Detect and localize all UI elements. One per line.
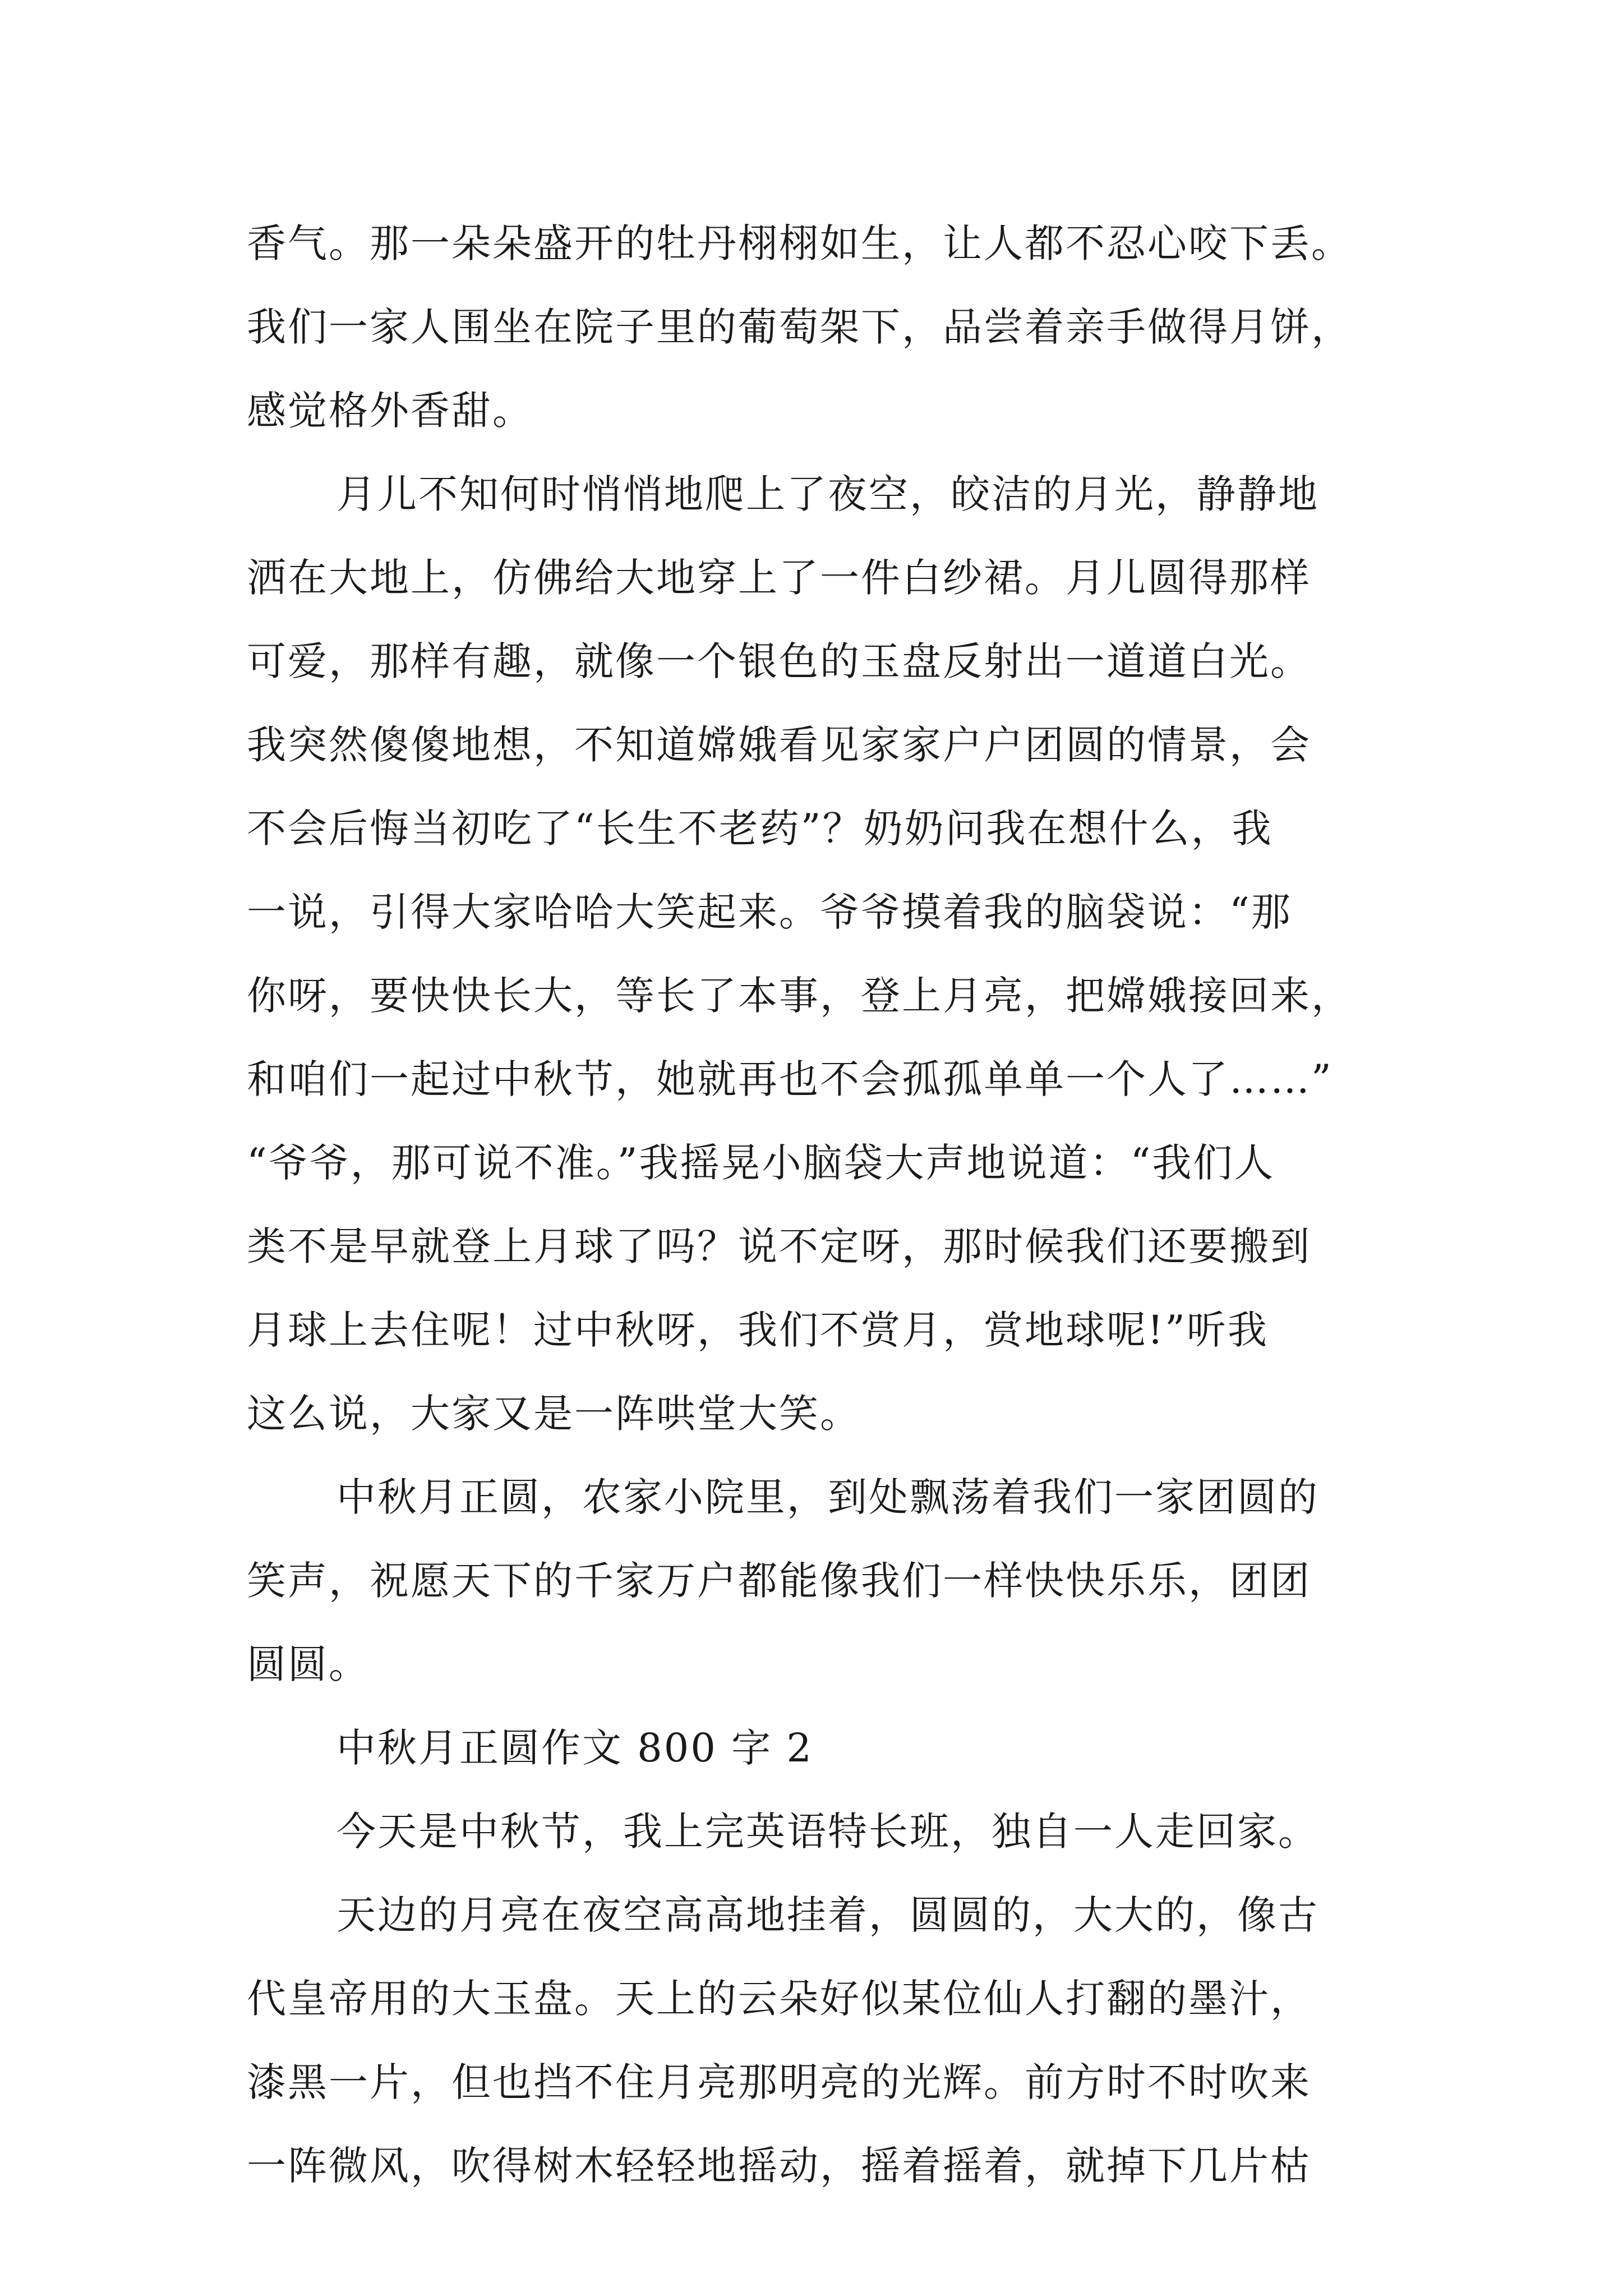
paragraph-start-line: 天边的月亮在夜空高高地挂着，圆圆的，大大的，像古 [336, 1892, 1319, 1938]
essay-body [247, 202, 1436, 2208]
text-line: 我们一家人围坐在院子里的葡萄架下，品尝着亲手做得月饼， [247, 304, 1352, 350]
text-line: 圆圆。 [247, 1641, 370, 1687]
text-line: 代皇帝用的大玉盘。天上的云朵好似某位仙人打翻的墨汁， [247, 1976, 1311, 2022]
text-line: 月球上去住呢！过中秋呀，我们不赏月，赏地球呢!”听我 [247, 1307, 1269, 1353]
text-line: 不会后悔当初吃了“长生不老药”？奶奶问我在想什么，我 [247, 806, 1273, 852]
paragraph-start-line: 月儿不知何时悄悄地爬上了夜空，皎洁的月光，静静地 [336, 471, 1319, 517]
text-line: 一阵微风，吹得树木轻轻地摇动，摇着摇着，就掉下几片枯 [247, 2143, 1311, 2189]
text-line: 可爱，那样有趣，就像一个银色的玉盘反射出一道道白光。 [247, 638, 1311, 684]
text-line: 感觉格外香甜。 [247, 388, 533, 434]
text-line: 你呀，要快快长大，等长了本事，登上月亮，把嫦娥接回来， [247, 973, 1352, 1019]
text-line: 和咱们一起过中秋节，她就再也不会孤孤单单一个人了……” [247, 1056, 1333, 1102]
text-line: 这么说，大家又是一阵哄堂大笑。 [247, 1391, 861, 1437]
text-line: “爷爷，那可说不准。”我摇晃小脑袋大声地说道：“我们人 [247, 1140, 1275, 1186]
text-line: 香气。那一朵朵盛开的牡丹栩栩如生，让人都不忍心咬下丢。 [247, 220, 1352, 266]
paragraph-start-line: 今天是中秋节，我上完英语特长班，独自一人走回家。 [336, 1809, 1319, 1855]
text-line: 洒在大地上，仿佛给大地穿上了一件白纱裙。月儿圆得那样 [247, 555, 1311, 601]
text-line: 笑声，祝愿天下的千家万户都能像我们一样快快乐乐，团团 [247, 1558, 1311, 1604]
text-line: 类不是早就登上月球了吗？说不定呀，那时候我们还要搬到 [247, 1223, 1311, 1269]
text-line: 我突然傻傻地想，不知道嫦娥看见家家户户团圆的情景，会 [247, 722, 1311, 768]
text-line: 一说，引得大家哈哈大笑起来。爷爷摸着我的脑袋说：“那 [247, 889, 1292, 935]
text-line: 漆黑一片，但也挡不住月亮那明亮的光辉。前方时不时吹来 [247, 2059, 1311, 2105]
paragraph-start-line: 中秋月正圆，农家小院里，到处飘荡着我们一家团圆的 [336, 1474, 1319, 1520]
essay-subtitle: 中秋月正圆作文 800 字 2 [336, 1725, 813, 1771]
